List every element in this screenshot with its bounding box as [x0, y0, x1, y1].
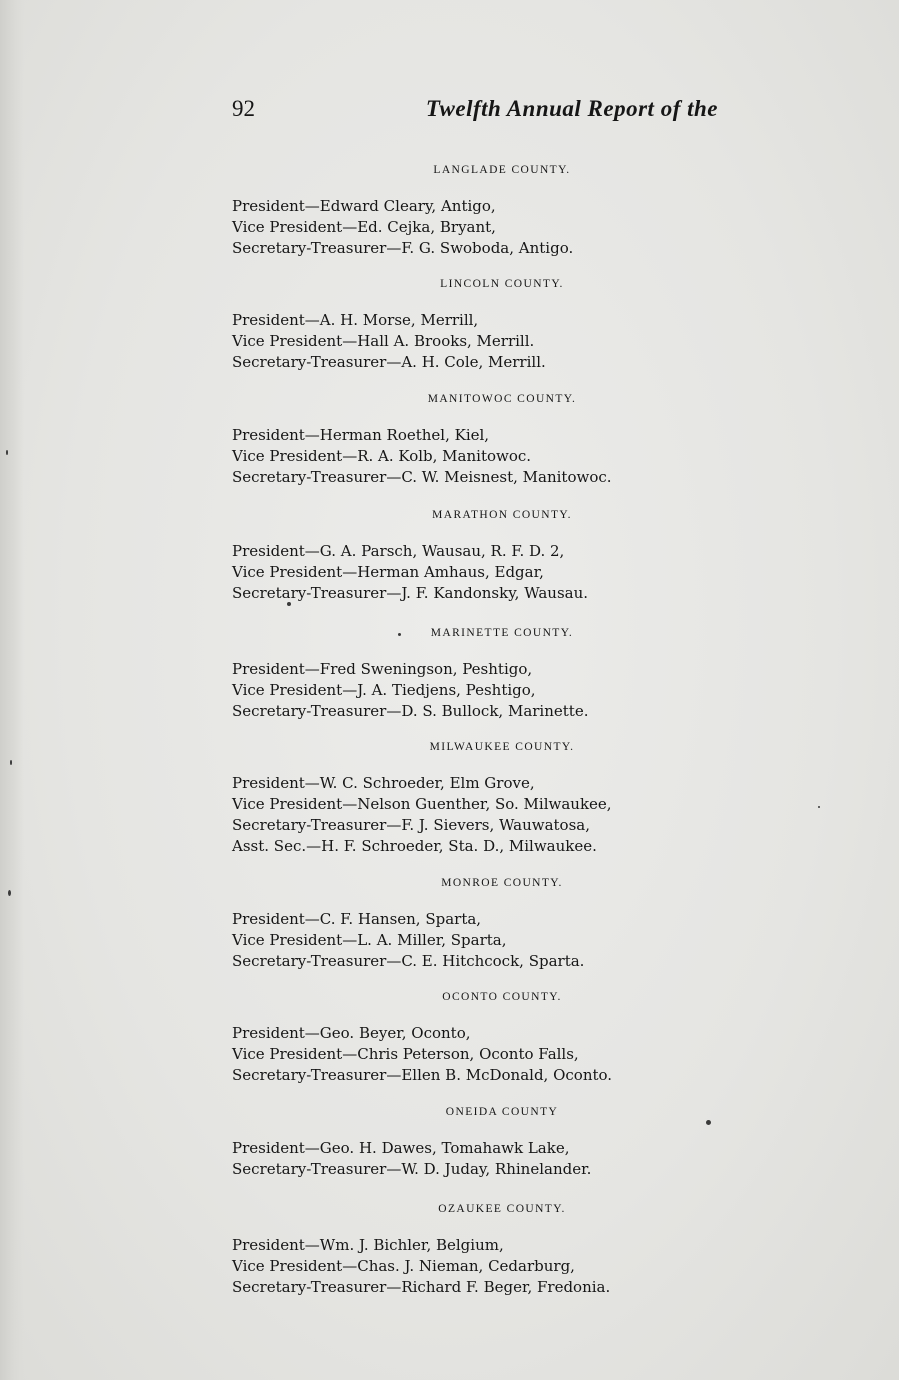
county-section-milwaukee — [232, 741, 712, 857]
scan-speck — [8, 890, 11, 896]
county-section-manitowoc — [232, 393, 712, 488]
county-section-marinette — [232, 627, 712, 722]
county-heading: MILWAUKEE COUNTY. — [429, 741, 575, 753]
scan-speck — [706, 1120, 711, 1125]
scan-speck — [398, 633, 401, 636]
binding-gutter — [0, 0, 24, 1380]
county-section-oconto — [232, 991, 712, 1086]
officer-line: Vice President—Chas. J. Nieman, Cedarburg, — [232, 1257, 575, 1275]
county-heading: MONROE COUNTY. — [441, 877, 563, 889]
officer-line: Vice President—Chris Peterson, Oconto Falls, — [232, 1045, 579, 1063]
officer-line: Secretary-Treasurer—F. G. Swoboda, Antigo. — [232, 239, 574, 257]
page-header — [232, 96, 718, 130]
officer-line: Vice President—Hall A. Brooks, Merrill. — [232, 332, 535, 350]
officer-line: Secretary-Treasurer—Richard F. Beger, Fredonia. — [232, 1278, 611, 1296]
county-section-oneida — [232, 1106, 712, 1180]
officer-line: President—Wm. J. Bichler, Belgium, — [232, 1236, 504, 1254]
county-heading: OCONTO COUNTY. — [442, 991, 562, 1003]
officer-line: President—Geo. H. Dawes, Tomahawk Lake, — [232, 1139, 570, 1157]
county-heading: MANITOWOC COUNTY. — [427, 393, 577, 405]
county-section-ozaukee — [232, 1203, 712, 1298]
scan-speck — [10, 760, 12, 765]
running-head: Twelfth Annual Report of the — [425, 96, 718, 121]
officer-line: Secretary-Treasurer—W. D. Juday, Rhinelander. — [232, 1160, 592, 1178]
scan-speck — [6, 450, 8, 455]
officer-line: Vice President—J. A. Tiedjens, Peshtigo, — [232, 681, 536, 699]
county-section-monroe — [232, 877, 712, 972]
officer-line: Asst. Sec.—H. F. Schroeder, Sta. D., Milwaukee. — [232, 837, 597, 855]
county-section-lincoln — [232, 278, 712, 373]
officer-line: Vice President—Nelson Guenther, So. Milwaukee, — [232, 795, 612, 813]
officer-line: Secretary-Treasurer—C. W. Meisnest, Manitowoc. — [232, 468, 612, 486]
officer-line: President—Fred Sweningson, Peshtigo, — [232, 660, 533, 678]
officer-line: President—G. A. Parsch, Wausau, R. F. D. 2, — [232, 542, 565, 560]
officer-line: Secretary-Treasurer—A. H. Cole, Merrill. — [232, 353, 546, 371]
officer-line: Secretary-Treasurer—C. E. Hitchcock, Sparta. — [232, 952, 585, 970]
officer-line: Vice President—L. A. Miller, Sparta, — [232, 931, 507, 949]
officer-line: President—Edward Cleary, Antigo, — [232, 197, 496, 215]
county-heading: LINCOLN COUNTY. — [440, 278, 564, 290]
page-number: 92 — [232, 96, 255, 121]
officer-line: President—A. H. Morse, Merrill, — [232, 311, 479, 329]
officer-line: President—C. F. Hansen, Sparta, — [232, 910, 482, 928]
officer-line: President—Herman Roethel, Kiel, — [232, 426, 490, 444]
county-heading: MARINETTE COUNTY. — [430, 627, 574, 639]
county-heading: MARATHON COUNTY. — [432, 509, 572, 521]
officer-line: President—Geo. Beyer, Oconto, — [232, 1024, 471, 1042]
county-section-langlade — [232, 164, 712, 259]
officer-line: Secretary-Treasurer—D. S. Bullock, Marinette. — [232, 702, 589, 720]
county-heading: LANGLADE COUNTY. — [433, 164, 571, 176]
county-section-marathon — [232, 509, 712, 604]
officer-line: Vice President—Herman Amhaus, Edgar, — [232, 563, 544, 581]
officer-line: Secretary-Treasurer—F. J. Sievers, Wauwatosa, — [232, 816, 590, 834]
county-heading: ONEIDA COUNTY — [445, 1106, 559, 1118]
officer-line: President—W. C. Schroeder, Elm Grove, — [232, 774, 535, 792]
officer-line: Secretary-Treasurer—J. F. Kandonsky, Wausau. — [232, 584, 589, 602]
officer-line: Secretary-Treasurer—Ellen B. McDonald, Oconto. — [232, 1066, 613, 1084]
scan-speck — [287, 602, 291, 606]
officer-line: Vice President—Ed. Cejka, Bryant, — [232, 218, 496, 236]
officer-line: Vice President—R. A. Kolb, Manitowoc. — [232, 447, 532, 465]
scan-speck — [818, 806, 820, 808]
county-heading: OZAUKEE COUNTY. — [438, 1203, 566, 1215]
